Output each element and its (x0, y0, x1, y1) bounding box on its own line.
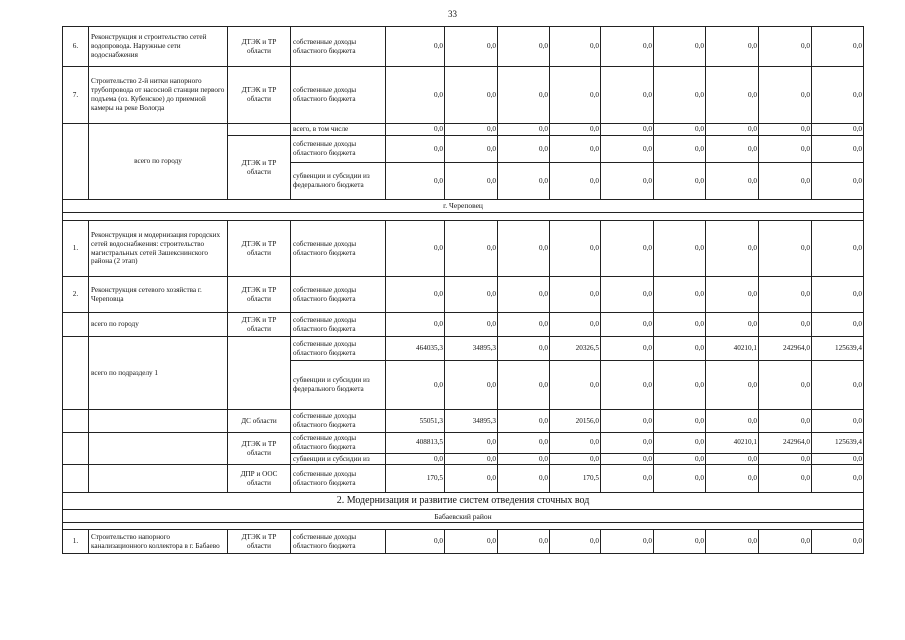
value-cell: 0,0 (706, 136, 759, 163)
value-cell: 242964,0 (759, 433, 812, 454)
value-cell: 0,0 (654, 221, 706, 277)
value-cell: 0,0 (386, 124, 445, 136)
heading-row (63, 493, 864, 510)
total-label: всего по городу (89, 313, 228, 337)
value-cell: 0,0 (550, 530, 601, 554)
value-cell: 0,0 (601, 530, 654, 554)
value-cell: 0,0 (759, 67, 812, 124)
value-cell: 125639,4 (812, 433, 864, 454)
value-cell: 0,0 (445, 433, 498, 454)
value-cell: 0,0 (654, 313, 706, 337)
value-cell: 125639,4 (812, 337, 864, 361)
value-cell: 0,0 (601, 410, 654, 433)
value-cell: 0,0 (498, 433, 550, 454)
value-cell: 0,0 (386, 221, 445, 277)
value-cell: 0,0 (812, 453, 864, 465)
value-cell: 0,0 (550, 163, 601, 200)
project-name (89, 465, 228, 493)
project-name (89, 433, 228, 465)
row-number (63, 465, 89, 493)
section-title: Бабаевский район (63, 510, 864, 523)
row-number: 1. (63, 530, 89, 554)
value-cell: 0,0 (654, 277, 706, 313)
total-row (63, 313, 864, 337)
row-number (63, 433, 89, 465)
value-cell: 0,0 (498, 465, 550, 493)
project-name: Реконструкция сетевого хозяйства г. Череповца (89, 277, 228, 313)
value-cell: 0,0 (812, 361, 864, 410)
agency-row (63, 433, 864, 454)
value-cell: 0,0 (706, 163, 759, 200)
funding-source: собственные доходы областного бюджета (291, 530, 386, 554)
subtotal-label: всего по подразделу 1 (89, 337, 228, 410)
item-row (63, 67, 864, 124)
funding-source: всего, в том числе (291, 124, 386, 136)
value-cell: 0,0 (654, 453, 706, 465)
value-cell: 0,0 (654, 136, 706, 163)
row-number: 6. (63, 27, 89, 67)
value-cell: 0,0 (759, 313, 812, 337)
value-cell: 0,0 (654, 530, 706, 554)
value-cell: 0,0 (654, 27, 706, 67)
value-cell: 0,0 (550, 221, 601, 277)
value-cell: 0,0 (706, 530, 759, 554)
value-cell: 0,0 (498, 136, 550, 163)
funding-source: собственные доходы областного бюджета (291, 67, 386, 124)
funding-source: собственные доходы областного бюджета (291, 337, 386, 361)
value-cell: 0,0 (654, 433, 706, 454)
agency-name: ДТЭК и ТР области (228, 27, 291, 67)
blank-cell (63, 523, 864, 530)
value-cell: 0,0 (812, 124, 864, 136)
value-cell: 0,0 (601, 221, 654, 277)
agency-row (63, 410, 864, 433)
agency-name: ДТЭК и ТР области (228, 136, 291, 200)
value-cell: 0,0 (386, 136, 445, 163)
row-number (63, 313, 89, 337)
row-number (63, 337, 89, 410)
value-cell: 0,0 (601, 361, 654, 410)
value-cell: 0,0 (812, 163, 864, 200)
value-cell: 0,0 (498, 337, 550, 361)
value-cell: 20326,5 (550, 337, 601, 361)
value-cell: 0,0 (550, 433, 601, 454)
value-cell: 0,0 (812, 136, 864, 163)
blank-row (63, 523, 864, 530)
value-cell: 0,0 (706, 27, 759, 67)
value-cell: 0,0 (445, 163, 498, 200)
subsection-heading: 2. Модернизация и развитие систем отведения сточных вод (63, 493, 864, 510)
section-title: г. Череповец (63, 200, 864, 213)
value-cell: 0,0 (386, 453, 445, 465)
total-row (63, 124, 864, 136)
value-cell: 0,0 (654, 361, 706, 410)
value-cell: 0,0 (601, 453, 654, 465)
value-cell: 0,0 (706, 313, 759, 337)
total-label: всего по городу (89, 124, 228, 200)
agency-name (228, 124, 291, 136)
value-cell: 0,0 (654, 163, 706, 200)
agency-name: ДС области (228, 410, 291, 433)
item-row (63, 221, 864, 277)
value-cell: 0,0 (812, 465, 864, 493)
project-name: Строительство 2-й нитки напорного трубопровода от насосной станции первого подъема (оз. Кубенское) до приемной камеры на реке Вологда (89, 67, 228, 124)
value-cell: 0,0 (601, 163, 654, 200)
value-cell: 0,0 (386, 163, 445, 200)
value-cell: 0,0 (706, 221, 759, 277)
value-cell: 0,0 (759, 163, 812, 200)
page-number: 33 (448, 9, 457, 19)
item-row (63, 27, 864, 67)
agency-name: ДТЭК и ТР области (228, 221, 291, 277)
value-cell: 0,0 (445, 27, 498, 67)
value-cell: 0,0 (445, 465, 498, 493)
value-cell: 0,0 (759, 221, 812, 277)
blank-row (63, 213, 864, 221)
funding-source: собственные доходы областного бюджета (291, 433, 386, 454)
value-cell: 0,0 (601, 313, 654, 337)
value-cell: 0,0 (550, 67, 601, 124)
funding-source: собственные доходы областного бюджета (291, 27, 386, 67)
value-cell: 0,0 (759, 124, 812, 136)
value-cell: 0,0 (706, 361, 759, 410)
value-cell: 0,0 (445, 361, 498, 410)
agency-name: ДТЭК и ТР области (228, 530, 291, 554)
value-cell: 0,0 (498, 410, 550, 433)
value-cell: 0,0 (445, 277, 498, 313)
value-cell: 0,0 (601, 136, 654, 163)
agency-name: ДТЭК и ТР области (228, 313, 291, 337)
value-cell: 0,0 (498, 67, 550, 124)
value-cell: 0,0 (601, 277, 654, 313)
value-cell: 40210,1 (706, 337, 759, 361)
value-cell: 408813,5 (386, 433, 445, 454)
value-cell: 0,0 (759, 465, 812, 493)
value-cell: 0,0 (498, 313, 550, 337)
value-cell: 0,0 (812, 67, 864, 124)
value-cell: 0,0 (445, 221, 498, 277)
row-number: 2. (63, 277, 89, 313)
value-cell: 0,0 (812, 410, 864, 433)
funding-source: собственные доходы областного бюджета (291, 410, 386, 433)
value-cell: 0,0 (445, 453, 498, 465)
value-cell: 0,0 (498, 453, 550, 465)
project-name: Реконструкция и модернизация городских сетей водоснабжения: строительство магистральных сетей Зашекснинского района (2 этап) (89, 221, 228, 277)
value-cell: 0,0 (498, 277, 550, 313)
value-cell: 0,0 (812, 530, 864, 554)
value-cell: 0,0 (759, 277, 812, 313)
funding-source: субвенции и субсидии из федерального бюджета (291, 163, 386, 200)
value-cell: 0,0 (759, 136, 812, 163)
value-cell: 0,0 (498, 530, 550, 554)
funding-source: собственные доходы областного бюджета (291, 221, 386, 277)
value-cell: 0,0 (498, 163, 550, 200)
value-cell: 464035,3 (386, 337, 445, 361)
project-name (89, 410, 228, 433)
value-cell: 0,0 (759, 27, 812, 67)
value-cell: 0,0 (601, 27, 654, 67)
value-cell: 0,0 (812, 27, 864, 67)
agency-name: ДТЭК и ТР области (228, 67, 291, 124)
value-cell: 34895,3 (445, 410, 498, 433)
agency-name: ДТЭК и ТР области (228, 277, 291, 313)
item-row (63, 530, 864, 554)
value-cell: 0,0 (498, 124, 550, 136)
value-cell: 0,0 (812, 221, 864, 277)
row-number (63, 410, 89, 433)
value-cell: 0,0 (445, 313, 498, 337)
value-cell: 0,0 (706, 124, 759, 136)
blank-cell (63, 213, 864, 221)
funding-source: собственные доходы областного бюджета (291, 136, 386, 163)
value-cell: 0,0 (445, 124, 498, 136)
value-cell: 0,0 (550, 277, 601, 313)
funding-source: субвенции и субсидии из (291, 453, 386, 465)
value-cell: 0,0 (654, 410, 706, 433)
value-cell: 0,0 (498, 221, 550, 277)
value-cell: 0,0 (386, 27, 445, 67)
value-cell: 0,0 (706, 277, 759, 313)
value-cell: 0,0 (386, 313, 445, 337)
agency-row (63, 465, 864, 493)
funding-source: собственные доходы областного бюджета (291, 465, 386, 493)
value-cell: 0,0 (498, 361, 550, 410)
value-cell: 0,0 (759, 361, 812, 410)
item-row (63, 277, 864, 313)
agency-name: ДПР и ООС области (228, 465, 291, 493)
value-cell: 0,0 (812, 313, 864, 337)
value-cell: 0,0 (654, 337, 706, 361)
table-body (63, 27, 864, 554)
value-cell: 0,0 (445, 530, 498, 554)
value-cell: 0,0 (445, 67, 498, 124)
value-cell: 0,0 (550, 27, 601, 67)
value-cell: 0,0 (550, 136, 601, 163)
value-cell: 34895,3 (445, 337, 498, 361)
funding-source: субвенции и субсидии из федерального бюджета (291, 361, 386, 410)
value-cell: 0,0 (654, 124, 706, 136)
value-cell: 0,0 (654, 465, 706, 493)
value-cell: 0,0 (601, 433, 654, 454)
value-cell: 0,0 (706, 67, 759, 124)
row-number: 7. (63, 67, 89, 124)
agency-name: ДТЭК и ТР области (228, 433, 291, 465)
section-row (63, 200, 864, 213)
value-cell: 0,0 (386, 530, 445, 554)
value-cell: 55051,3 (386, 410, 445, 433)
row-number: 1. (63, 221, 89, 277)
value-cell: 0,0 (601, 67, 654, 124)
value-cell: 0,0 (706, 453, 759, 465)
project-name: Строительство напорного канализационного коллектора в г. Бабаево (89, 530, 228, 554)
value-cell: 0,0 (550, 124, 601, 136)
value-cell: 0,0 (386, 361, 445, 410)
value-cell: 0,0 (601, 124, 654, 136)
budget-table (62, 26, 864, 554)
value-cell: 170,5 (386, 465, 445, 493)
value-cell: 0,0 (601, 337, 654, 361)
value-cell: 0,0 (386, 67, 445, 124)
value-cell: 0,0 (445, 136, 498, 163)
value-cell: 0,0 (386, 277, 445, 313)
project-name: Реконструкция и строительство сетей водопровода. Наружные сети водоснабжения (89, 27, 228, 67)
value-cell: 20156,0 (550, 410, 601, 433)
value-cell: 0,0 (550, 313, 601, 337)
value-cell: 0,0 (706, 410, 759, 433)
value-cell: 0,0 (759, 453, 812, 465)
value-cell: 0,0 (550, 453, 601, 465)
value-cell: 0,0 (654, 67, 706, 124)
funding-source: собственные доходы областного бюджета (291, 313, 386, 337)
value-cell: 0,0 (706, 465, 759, 493)
value-cell: 0,0 (498, 27, 550, 67)
value-cell: 0,0 (550, 361, 601, 410)
value-cell: 0,0 (759, 410, 812, 433)
value-cell: 0,0 (812, 277, 864, 313)
value-cell: 40210,1 (706, 433, 759, 454)
subtotal-row (63, 337, 864, 361)
row-number (63, 124, 89, 200)
agency-name (228, 337, 291, 410)
value-cell: 0,0 (601, 465, 654, 493)
value-cell: 242964,0 (759, 337, 812, 361)
value-cell: 170,5 (550, 465, 601, 493)
value-cell: 0,0 (759, 530, 812, 554)
funding-source: собственные доходы областного бюджета (291, 277, 386, 313)
section-row (63, 510, 864, 523)
